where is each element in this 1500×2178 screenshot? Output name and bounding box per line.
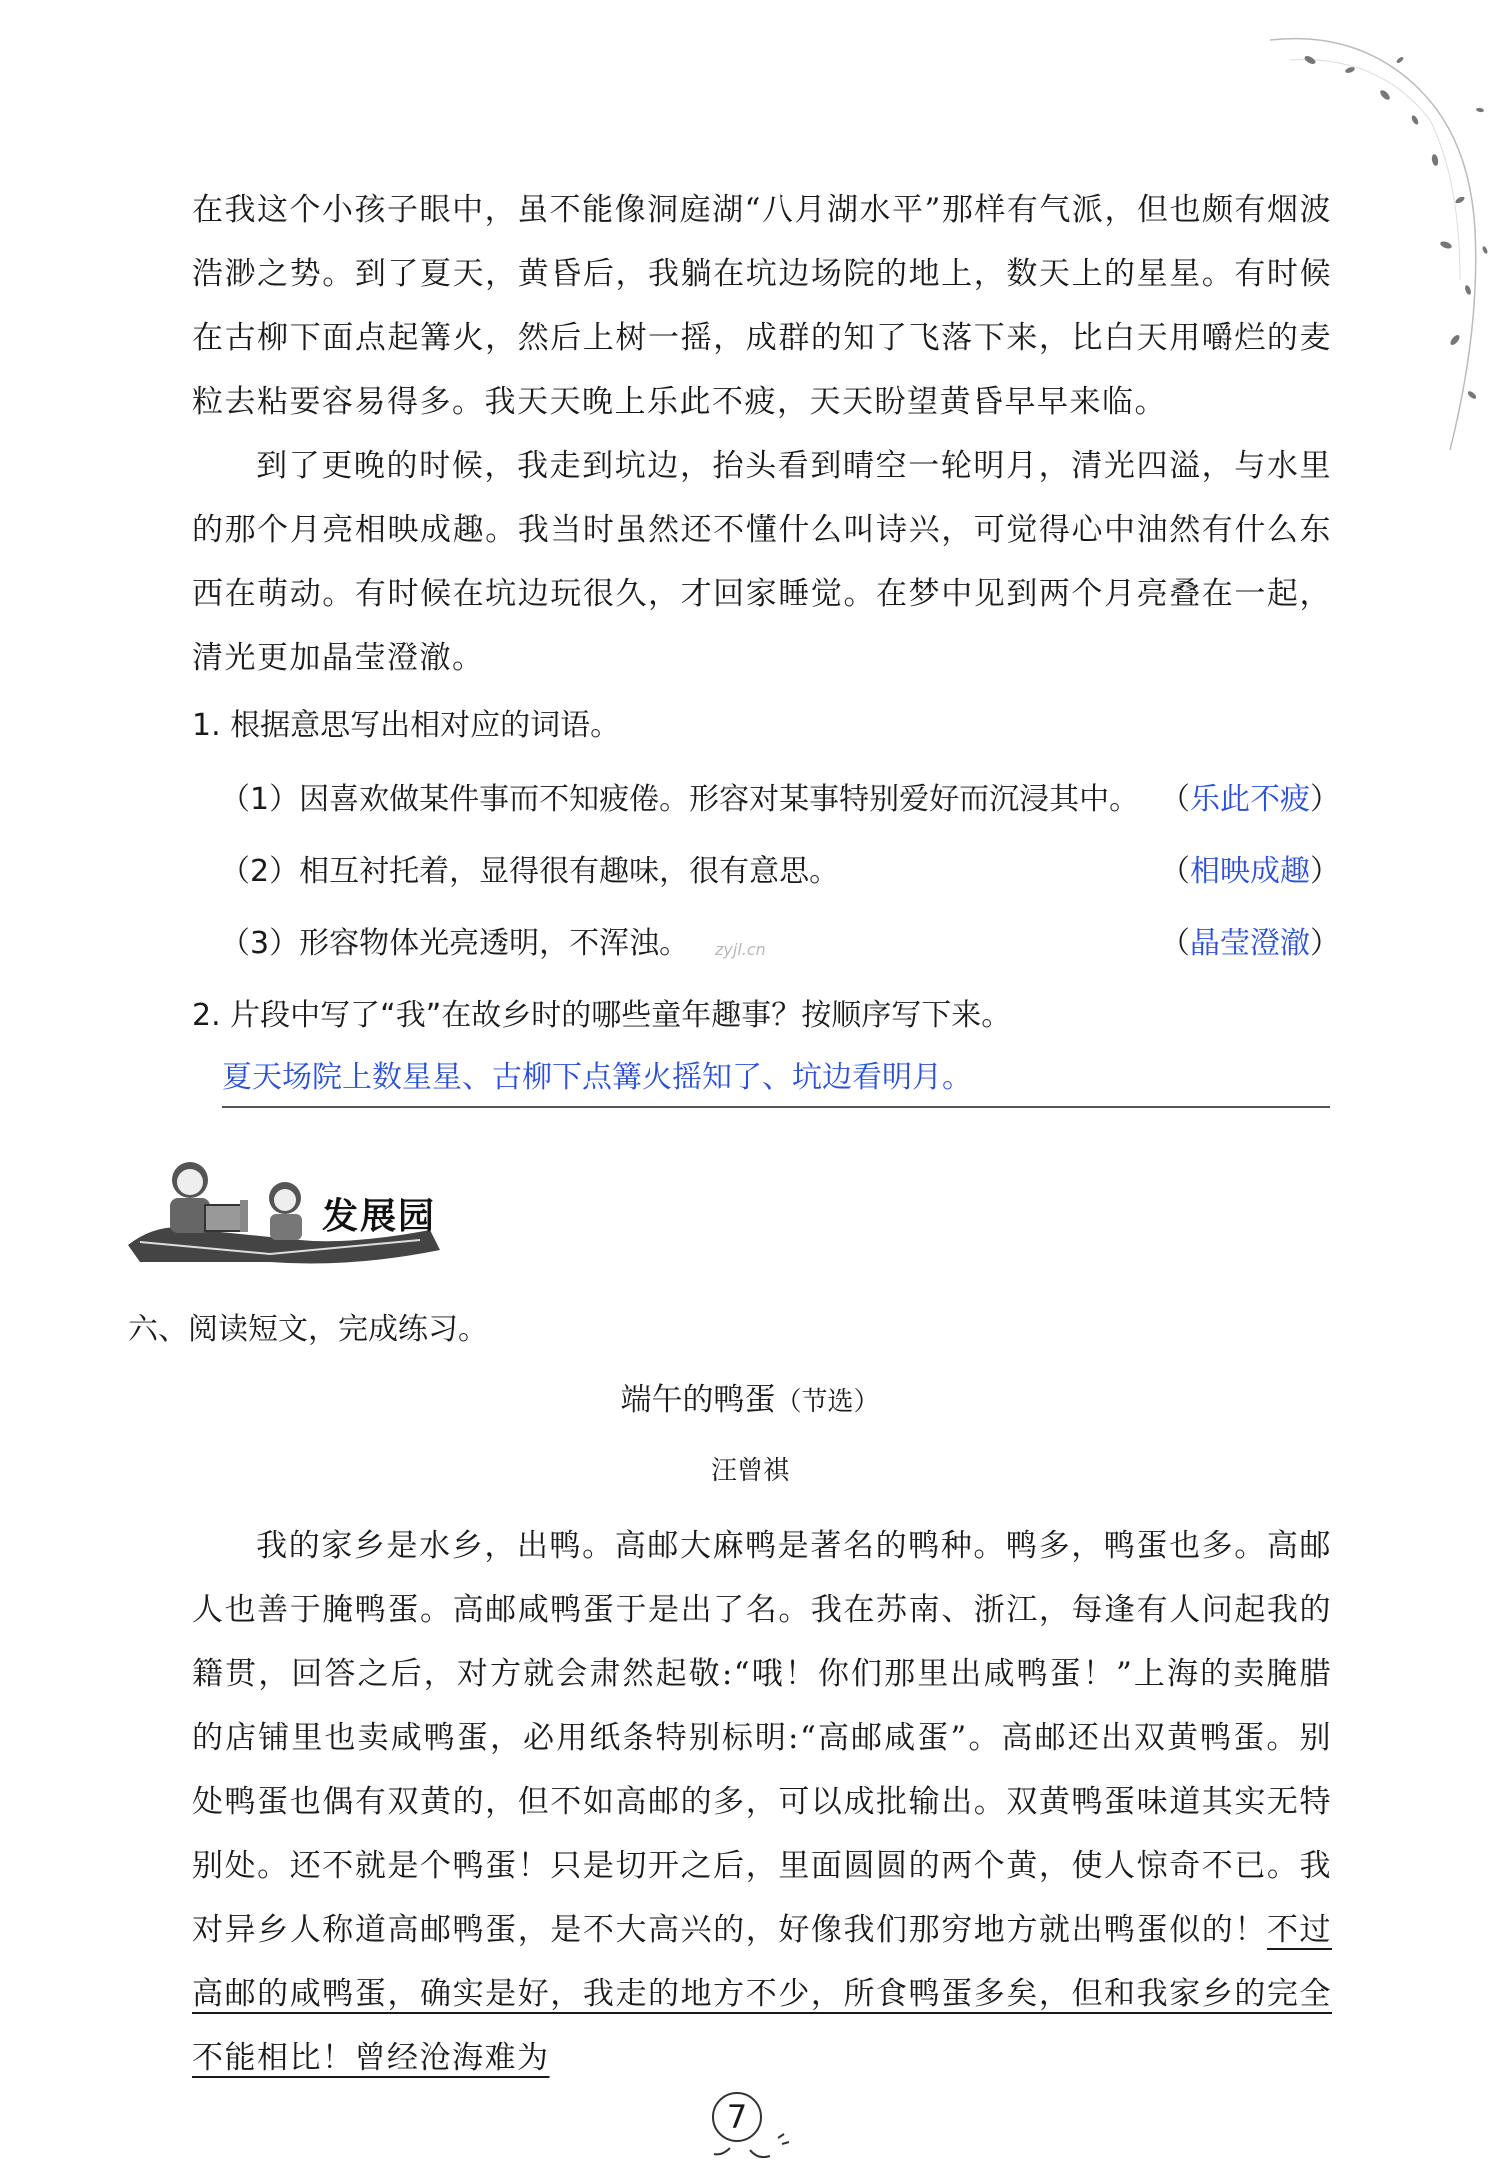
section-banner-title: 发展园 bbox=[322, 1196, 437, 1237]
underlined-sentence: 不过高邮的咸鸭蛋，确实是好，我走的地方不少，所食鸭蛋多矣，但和我家乡的完全不能相比！ bbox=[192, 1912, 1333, 2076]
passage-paragraph-1 bbox=[192, 178, 1332, 434]
question-2-prompt: 2. 片段中写了“我”在故乡时的哪些童年趣事？按顺序写下来。 bbox=[192, 998, 1012, 1033]
answer-3: 晶莹澄澈 bbox=[1190, 926, 1310, 961]
passage-paragraph-1-text: 在我这个小孩子眼中，虽不能像洞庭湖“八月湖水平”那样有气派，但也颇有烟波浩渺之势。到了夏天，黄昏后，我躺在坑边场院的地上，数天上的星星。有时候在古柳下面点起篝火，然后上树一摇，成群的知了飞落下来，比白天用嚼烂的麦粒去粘要容易得多。我天天晚上乐此不疲，天天盼望黄昏早早来临。 bbox=[192, 192, 1332, 420]
open-paren: （ bbox=[1160, 926, 1190, 961]
article-paragraph-text: 我的家乡是水乡，出鸭。高邮大麻鸭是著名的鸭种。鸭多，鸭蛋也多。高邮人也善于腌鸭蛋。高邮咸鸭蛋于是出了名。我在苏南、浙江，每逢有人问起我的籍贯，回答之后，对方就会肃然起敬:“哦！你们那里出咸鸭蛋！”上海的卖腌腊的店铺里也卖咸鸭蛋，必用纸条特别标明:“高邮咸蛋”。高邮还出双黄鸭蛋。别处鸭蛋也偶有双黄的，但不如高邮的多，可以成批输出。双黄鸭蛋味道其实无特别处。还不就是个鸭蛋！只是切开之后，里面圆圆的两个黄，使人惊奇不已。我对异乡人称道高邮鸭蛋，是不大高兴的，好像我们那穷地方就出鸭蛋似的！ bbox=[192, 1528, 1332, 1948]
watermark: zyjl.cn bbox=[715, 940, 766, 959]
page-number: 7 bbox=[712, 2092, 762, 2142]
article-title-note: （节选） bbox=[775, 1387, 880, 1417]
section-heading: 六、阅读短文，完成练习。 bbox=[128, 1312, 488, 1347]
question-1-prompt: 1. 根据意思写出相对应的词语。 bbox=[192, 708, 621, 743]
open-paren: （ bbox=[1160, 854, 1190, 889]
question-1-item-1-text: （1）因喜欢做某件事而不知疲倦。形容对某事特别爱好而沉浸其中。 bbox=[220, 782, 1140, 817]
question-2-answer-line[interactable] bbox=[222, 1058, 1330, 1108]
answer-blank-3[interactable] bbox=[1160, 924, 1340, 964]
close-paren: ） bbox=[1310, 782, 1340, 817]
question-1-item-2-text: （2）相互衬托着，显得很有趣味，很有意思。 bbox=[220, 854, 840, 889]
open-paren: （ bbox=[1160, 782, 1190, 817]
close-paren: ） bbox=[1310, 854, 1340, 889]
close-paren: ） bbox=[1310, 926, 1340, 961]
question-1-item-3-text: （3）形容物体光亮透明，不浑浊。 bbox=[220, 926, 690, 961]
question-2-answer: 夏天场院上数星星、古柳下点篝火摇知了、坑边看明月。 bbox=[222, 1060, 972, 1095]
passage-paragraph-2 bbox=[192, 434, 1332, 690]
answer-blank-1[interactable] bbox=[1160, 780, 1340, 820]
article-paragraph-tail: 曾经沧海难为 bbox=[354, 2040, 550, 2076]
article-title bbox=[0, 1374, 1500, 1419]
answer-1: 乐此不疲 bbox=[1190, 782, 1310, 817]
article-author: 汪曾祺 bbox=[710, 1456, 789, 1486]
answer-blank-2[interactable] bbox=[1160, 852, 1340, 892]
article-paragraph bbox=[192, 1514, 1332, 2090]
passage-paragraph-2-text: 到了更晚的时候，我走到坑边，抬头看到晴空一轮明月，清光四溢，与水里的那个月亮相映成趣。我当时虽然还不懂什么叫诗兴，可觉得心中油然有什么东西在萌动。有时候在坑边玩很久，才回家睡觉。在梦中见到两个月亮叠在一起，清光更加晶莹澄澈。 bbox=[192, 448, 1332, 676]
article-title-text: 端午的鸭蛋 bbox=[620, 1382, 776, 1418]
answer-2: 相映成趣 bbox=[1190, 854, 1310, 889]
